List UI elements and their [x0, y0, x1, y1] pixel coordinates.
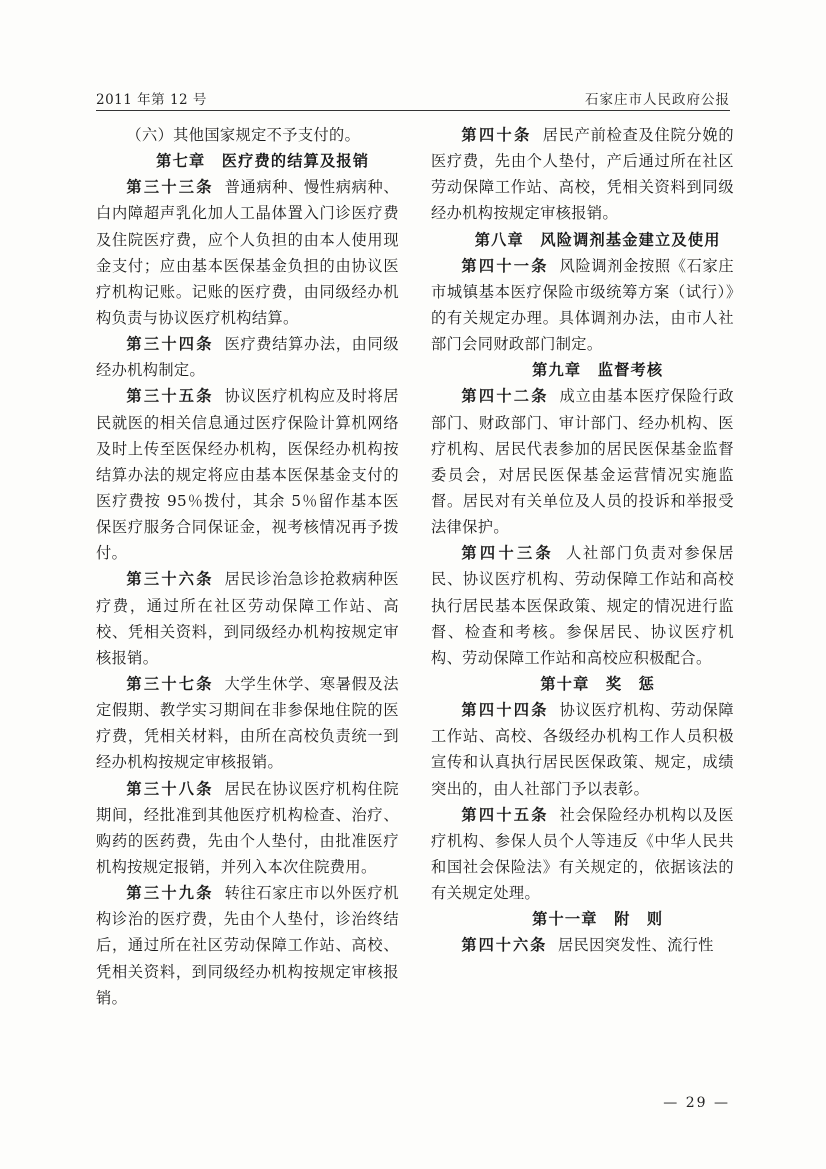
article-number: 第三十八条 [126, 779, 214, 798]
article-text: 居民在协议医疗机构住院期间，经批准到其他医疗机构检查、治疗、购药的医药费，先由个人垫付，由批准医疗机构按规定报销，并列入本次住院费用。 [96, 779, 400, 876]
article-number: 第三十六条 [126, 570, 214, 589]
chapter-heading: 第八章 风险调剂基金建立及使用 [474, 230, 721, 249]
article-number: 第三十四条 [126, 335, 214, 354]
article-text: 普通病种、慢性病病种、白内障超声乳化加人工晶体置入门诊医疗费及住院医疗费，应个人负担的由本人使用现金支付；应由基本医保基金负担的由协议医疗机构记账。记账的医疗费，由同级经办机构负责与协议医疗机构结算。 [96, 178, 400, 327]
article-paragraph [96, 776, 399, 881]
article-paragraph [431, 697, 734, 802]
header-divider [96, 110, 730, 111]
article-paragraph [96, 331, 399, 383]
chapter-heading: 第九章 监督考核 [532, 361, 664, 380]
article-paragraph [431, 383, 734, 540]
header-issue-label: 2011 年第 12 号 [96, 92, 207, 108]
column-left [96, 122, 399, 1089]
chapter-heading: 第七章 医疗费的结算及报销 [156, 152, 370, 171]
page-number: — 29 — [663, 1095, 730, 1111]
article-paragraph [431, 802, 734, 907]
article-number: 第三十七条 [126, 674, 214, 693]
page-header [96, 88, 730, 108]
article-text: 人社部门负责对参保居民、协议医疗机构、劳动保障工作站和高校执行居民基本医保政策、规定的情况进行监督、检查和考核。参保居民、协议医疗机构、劳动保障工作站和高校应积极配合。 [431, 544, 735, 667]
article-text: 居民产前检查及住院分娩的医疗费，先由个人垫付，产后通过所在社区劳动保障工作站、高校，凭相关资料到同级经办机构按规定审核报销。 [431, 126, 734, 223]
article-number: 第四十二条 [461, 387, 549, 406]
article-paragraph [96, 174, 399, 331]
article-paragraph [431, 253, 734, 358]
article-text: 转往石家庄市以外医疗机构诊治的医疗费，先由个人垫付，诊治终结后，通过所在社区劳动保障工作站、高校、凭相关资料，到同级经办机构按规定审核报销。 [96, 884, 400, 1007]
article-number: 第四十三条 [461, 544, 555, 563]
column-right [431, 122, 734, 1089]
chapter-heading: 第十章 奖 惩 [540, 674, 656, 693]
article-text: 成立由基本医疗保险行政部门、财政部门、审计部门、经办机构、医疗机构、居民代表参加的居民医保基金监督委员会，对居民医保基金运营情况实施监督。居民对有关单位及人员的投诉和举报受法律保护。 [431, 387, 735, 537]
article-number: 第四十一条 [461, 256, 549, 275]
body-columns [96, 122, 734, 1089]
article-number: 第三十九条 [126, 884, 214, 903]
article-text: 协议医疗机构应及时将居民就医的相关信息通过医疗保险计算机网络及时上传至医保经办机构，医保经办机构按结算办法的规定将应由基本医保基金支付的医疗费按 95％拨付，其余 5％留作基本医保医疗服务合同保证金，视考核情况再予拨付。 [96, 387, 400, 563]
article-paragraph [431, 932, 734, 958]
article-text: 医疗费结算办法，由同级经办机构制定。 [96, 335, 400, 380]
body-paragraph: （六）其他国家规定不予支付的。 [126, 126, 361, 144]
article-paragraph [431, 122, 734, 227]
article-number: 第三十五条 [126, 387, 214, 406]
article-paragraph [96, 383, 399, 566]
article-text: 居民因突发性、流行性 [557, 936, 714, 955]
article-text: 居民诊治急诊抢救病种医疗费，通过所在社区劳动保障工作站、高校、凭相关资料，到同级经办机构按规定审核报销。 [96, 570, 400, 667]
article-text: 大学生休学、寒暑假及法定假期、教学实习期间在非参保地住院的医疗费，凭相关材料，由所在高校负责统一到经办机构按规定审核报销。 [96, 674, 400, 772]
article-paragraph [96, 880, 399, 1011]
article-number: 第四十条 [461, 126, 532, 144]
article-number: 第四十六条 [461, 936, 548, 955]
article-paragraph [431, 540, 734, 671]
article-paragraph [96, 566, 399, 671]
article-number: 第四十五条 [461, 805, 549, 824]
header-publication-title: 石家庄市人民政府公报 [585, 92, 730, 108]
article-text: 协议医疗机构、劳动保障工作站、高校、各级经办机构工作人员积极宣传和认真执行居民医保政策、规定，成绩突出的，由人社部门予以表彰。 [431, 701, 735, 798]
article-text: 风险调剂金按照《石家庄市城镇基本医疗保险市级统筹方案（试行）》的有关规定办理。具体调剂办法，由市人社部门会同财政部门制定。 [431, 256, 735, 354]
article-number: 第三十三条 [126, 178, 214, 197]
article-paragraph [96, 671, 399, 776]
article-number: 第四十四条 [461, 701, 549, 720]
chapter-heading: 第十一章 附 则 [532, 910, 664, 929]
article-text: 社会保险经办机构以及医疗机构、参保人员个人等违反《中华人民共和国社会保险法》有关规定的，依据该法的有关规定处理。 [431, 805, 735, 903]
